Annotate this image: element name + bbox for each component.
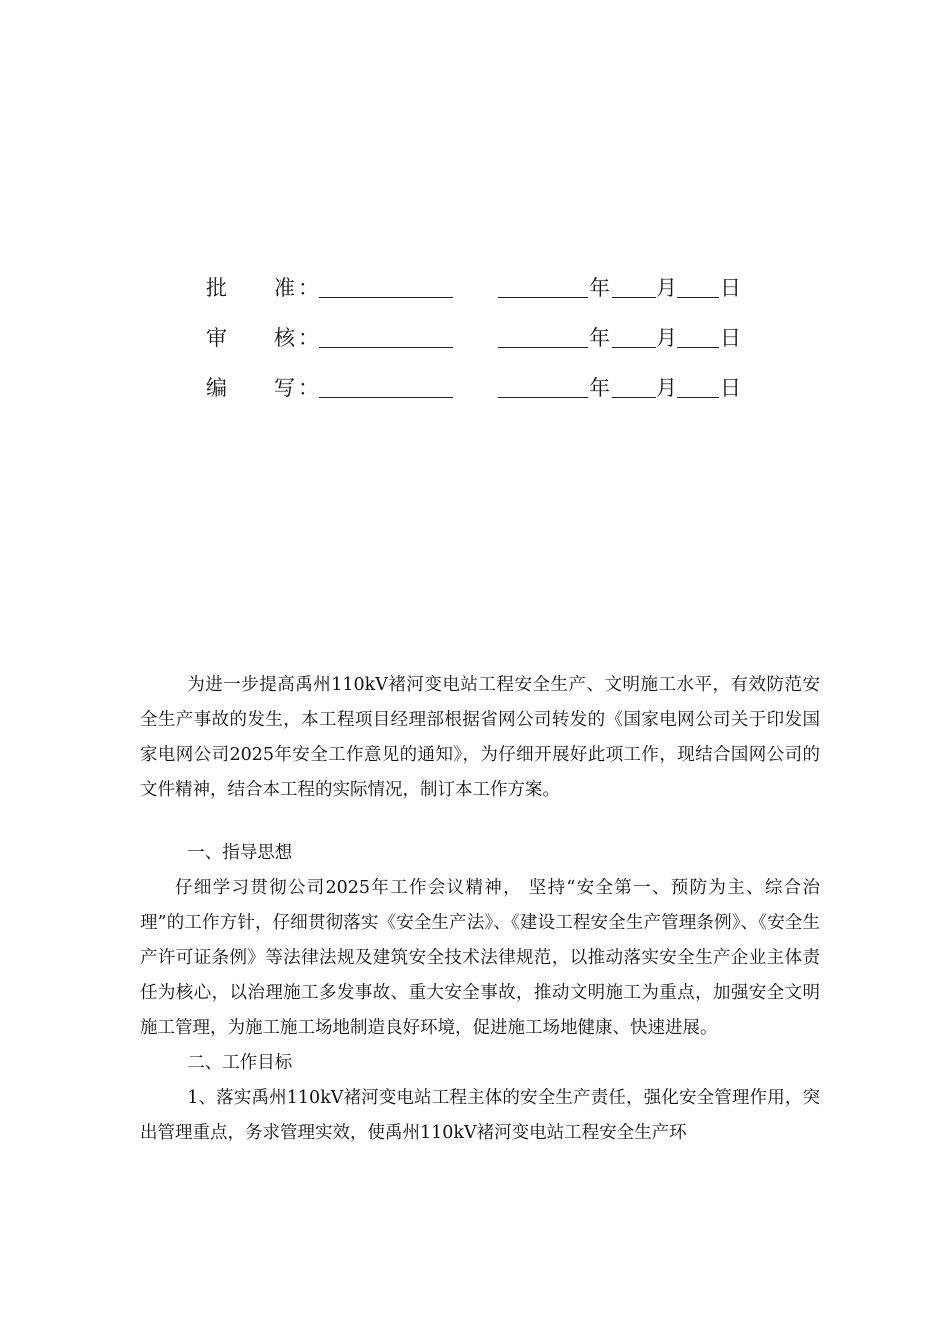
compile-year-label: 年 bbox=[589, 376, 610, 400]
approve-year-label: 年 bbox=[589, 276, 610, 300]
approve-year-blank[interactable] bbox=[498, 297, 588, 298]
approve-day-blank[interactable] bbox=[677, 297, 719, 298]
compile-colon: ： bbox=[298, 376, 319, 400]
intro-paragraph: 为进一步提高禹州110kV褚河变电站工程安全生产、文明施工水平，有效防范安全生产事故的发生，本工程项目经理部根据省网公司转发的《国家电网公司关于印发国家电网公司2025年安全工作意见的通知》，为仔细开展好此项工作，现结合国网公司的文件精神，结合本工程的实际情况，制订本工作方案。 bbox=[140, 675, 820, 800]
review-year-label: 年 bbox=[589, 326, 610, 350]
compile-label-char2: 写 bbox=[274, 376, 295, 400]
section1-heading: 一、指导思想 bbox=[187, 843, 293, 863]
review-day-blank[interactable] bbox=[677, 347, 719, 348]
approve-label-char2: 准 bbox=[274, 276, 295, 300]
compile-year-blank[interactable] bbox=[498, 397, 588, 398]
compile-month-blank[interactable] bbox=[612, 397, 656, 398]
review-name-blank[interactable] bbox=[319, 347, 453, 348]
section2-item1: 1、落实禹州110kV褚河变电站工程主体的安全生产责任，强化安全管理作用，突出管理重点，务求管理实效，使禹州110kV褚河变电站工程安全生产环 bbox=[140, 1088, 820, 1143]
compile-day-blank[interactable] bbox=[677, 397, 719, 398]
approve-day-label: 日 bbox=[720, 276, 741, 300]
approve-colon: ： bbox=[298, 276, 319, 300]
approve-month-blank[interactable] bbox=[612, 297, 656, 298]
review-day-label: 日 bbox=[720, 326, 741, 350]
approve-name-blank[interactable] bbox=[319, 297, 453, 298]
document-body bbox=[140, 668, 820, 1151]
paragraph-gap bbox=[140, 808, 820, 836]
section1-body: 仔细学习贯彻公司2025年工作会议精神， 坚持“安全第一、预防为主、综合治理”的工作方针，仔细贯彻落实《安全生产法》、《建设工程安全生产管理条例》、《安全生产许可证条例》等法律法规及建筑安全技术法律规范，以推动落实安全生产企业主体责任为核心，以治理施工多发事故、重大安全事故，推动文明施工为重点，加强安全文明施工管理，为施工施工场地制造良好环境，促进施工场地健康、快速进展。 bbox=[140, 878, 820, 1038]
review-label-char2: 核 bbox=[274, 326, 295, 350]
compile-month-label: 月 bbox=[656, 376, 677, 400]
compile-name-blank[interactable] bbox=[319, 397, 453, 398]
review-label-char1: 审 bbox=[206, 326, 227, 350]
review-year-blank[interactable] bbox=[498, 347, 588, 348]
section2-heading: 二、工作目标 bbox=[187, 1053, 293, 1073]
approve-month-label: 月 bbox=[656, 276, 677, 300]
compile-day-label: 日 bbox=[720, 376, 741, 400]
review-month-blank[interactable] bbox=[612, 347, 656, 348]
review-month-label: 月 bbox=[656, 326, 677, 350]
compile-label-char1: 编 bbox=[206, 376, 227, 400]
review-colon: ： bbox=[298, 326, 319, 350]
approve-label-char1: 批 bbox=[206, 276, 227, 300]
